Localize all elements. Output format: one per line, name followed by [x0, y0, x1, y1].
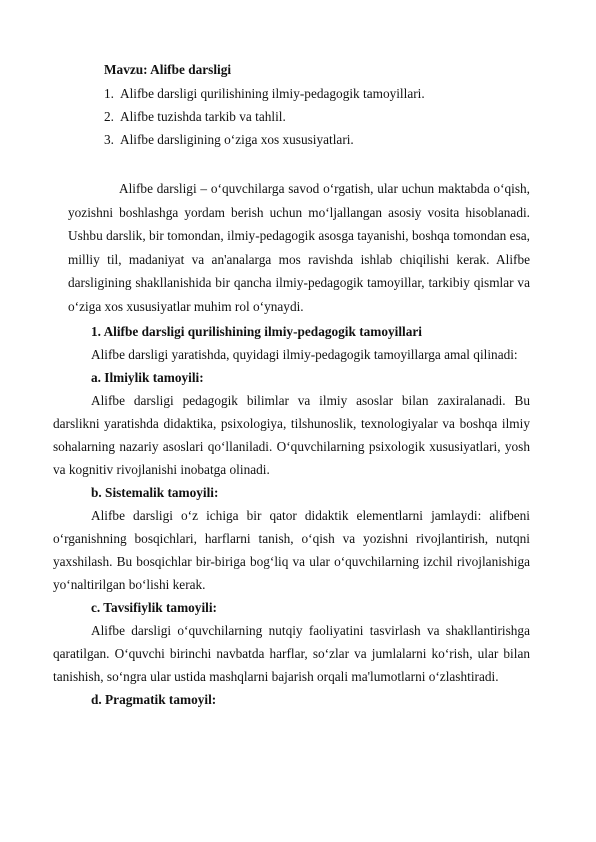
- principle-heading-d: d. Pragmatik tamoyil:: [91, 692, 217, 707]
- plan-item-number: 3.: [104, 132, 114, 147]
- principle-paragraph-c: Alifbe darsligi o‘quvchilarning nutqiy faoliyatini tasvirlash va shakllantirishga qaratilgan. O‘quvchi birinchi navbatda harflar, so‘zlar va jumlalarni ko‘rish, ular bilan tanishish, so‘ngra ular ustida mashqlarni bajarish orqali ma'lumotlarni o‘zlashtiradi.: [53, 623, 530, 684]
- topic-plan-list: [104, 82, 425, 151]
- principle-paragraph-b: Alifbe darsligi o‘z ichiga bir qator didaktik elementlarni jamlaydi: alifbeni o‘rganishning bosqichlari, harflarni tanish, o‘qish va yozishni rivojlantirish, nutqni yaxshilash. Bu bosqichlar bir-biriga bog‘liq va ular o‘quvchilarning izchil rivojlanishiga yo‘naltirilgan bo‘lishi kerak.: [53, 508, 530, 592]
- plan-item-number: 1.: [104, 86, 114, 101]
- principle-paragraph-a: Alifbe darsligi pedagogik bilimlar va ilmiy asoslar bilan zaxiralanadi. Bu darslikni yaratishda didaktika, psixologiya, tilshunoslik, texnologiyalar va boshqa ilmiy sohalarning nazariy asoslari qo‘llaniladi. O‘quvchilarning psixologik xususiyatlari, yosh va kognitiv rivojlanishi inobatga olinadi.: [53, 393, 530, 477]
- principle-heading-b: b. Sistemalik tamoyili:: [91, 485, 219, 500]
- plan-item: [104, 128, 425, 151]
- main-content: [53, 320, 530, 711]
- plan-item-text: Alifbe tuzishda tarkib va tahlil.: [120, 109, 286, 124]
- plan-item-text: Alifbe darsligining o‘ziga xos xususiyatlari.: [120, 132, 354, 147]
- principle-heading-a: a. Ilmiylik tamoyili:: [91, 370, 204, 385]
- plan-item-number: 2.: [104, 109, 114, 124]
- intro-paragraph: Alifbe darsligi – o‘quvchilarga savod o‘rgatish, ular uchun maktabda o‘qish, yozishni boshlashga yordam berish uchun mo‘ljallangan asosiy vosita hisoblanadi. Ushbu darslik, bir tomondan, ilmiy-pedagogik asosga tayanishi, boshqa tomondan esa, milliy til, madaniyat va an'analarga mos ravishda ishlab chiqilishi kerak. Alifbe darsligining shakllanishida bir qancha ilmiy-pedagogik tamoyillar, tarkibiy qismlar va o‘ziga xos xususiyatlar muhim rol o‘ynaydi.: [68, 181, 530, 314]
- principle-heading-c: c. Tavsifiylik tamoyili:: [91, 600, 217, 615]
- plan-item: [104, 105, 425, 128]
- topic-title: Mavzu: Alifbe darsligi: [104, 62, 232, 77]
- section-lead-paragraph: Alifbe darsligi yaratishda, quyidagi ilmiy-pedagogik tamoyillarga amal qilinadi:: [91, 347, 518, 362]
- plan-item-text: Alifbe darsligi qurilishining ilmiy-pedagogik tamoyillari.: [120, 86, 425, 101]
- plan-item: [104, 82, 425, 105]
- section-heading: 1. Alifbe darsligi qurilishining ilmiy-pedagogik tamoyillari: [91, 324, 422, 339]
